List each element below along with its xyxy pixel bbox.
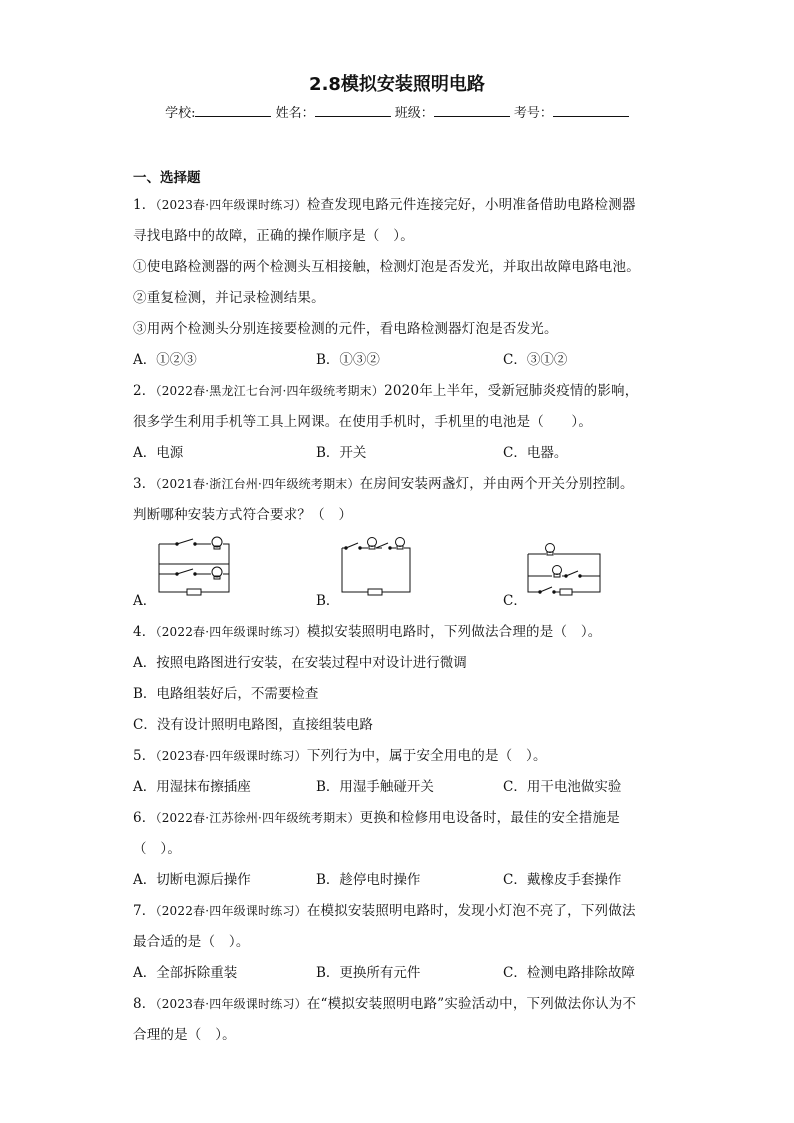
question-5-option-a[interactable]: A．用湿抹布擦插座 (133, 779, 251, 795)
question-7-option-b[interactable]: B．更换所有元件 (316, 965, 421, 981)
question-5-line-1: 5．（2023春·四年级课时练习）下列行为中，属于安全用电的是（ ）。 (133, 748, 547, 764)
question-6-option-b[interactable]: B．趁停电时操作 (316, 872, 421, 888)
question-6-line-1: 6．（2022春·江苏徐州·四年级统考期末）更换和检修用电设备时，最佳的安全措施是 (133, 810, 620, 826)
question-2-line-2: 很多学生利用手机等工具上网课。在使用手机时，手机里的电池是（ ）。 (133, 414, 593, 430)
question-5-option-b[interactable]: B．用湿手触碰开关 (316, 779, 434, 795)
circuit-diagram-c[interactable] (522, 536, 604, 600)
question-4-option-c[interactable]: C．没有设计照明电路图，直接组装电路 (133, 717, 373, 733)
section-title: 一、选择题 (133, 170, 201, 186)
question-4-line-1: 4．（2022春·四年级课时练习）模拟安装照明电路时，下列做法合理的是（ ）。 (133, 624, 602, 640)
question-3-line-1: 3．（2021春·浙江台州·四年级统考期末）在房间安装两盏灯，并由两个开关分别控制。 (133, 476, 634, 492)
question-6-option-a[interactable]: A．切断电源后操作 (133, 872, 251, 888)
question-1-line-2: 寻找电路中的故障，正确的操作顺序是（ ）。 (133, 228, 414, 244)
question-4-option-b[interactable]: B．电路组装好后，不需要检查 (133, 686, 319, 702)
question-3-option-c[interactable]: C． (503, 593, 527, 609)
number-blank[interactable] (553, 103, 629, 117)
name-blank[interactable] (315, 103, 391, 117)
page-title: 2.8模拟安装照明电路 (309, 74, 485, 95)
circuit-diagram-a[interactable] (155, 534, 237, 598)
question-6-option-c[interactable]: C．戴橡皮手套操作 (503, 872, 622, 888)
question-8-line-2: 合理的是（ ）。 (133, 1027, 236, 1043)
question-3-option-a[interactable]: A． (133, 593, 157, 609)
question-7-line-1: 7．（2022春·四年级课时练习）在模拟安装照明电路时，发现小灯泡不亮了，下列做法 (133, 903, 636, 919)
class-label: 班级： (394, 106, 434, 121)
question-2-line-1: 2．（2022春·黑龙江七台河·四年级统考期末）2020年上半年，受新冠肺炎疫情的影响， (133, 383, 639, 399)
question-3-line-2: 判断哪种安装方式符合要求？（ ） (133, 507, 353, 523)
question-4-option-a[interactable]: A．按照电路图进行安装，在安装过程中对设计进行微调 (133, 655, 467, 671)
question-2-option-c[interactable]: C．电器。 (503, 445, 568, 461)
question-2-option-b[interactable]: B．开关 (316, 445, 367, 461)
question-7-option-c[interactable]: C．检测电路排除故障 (503, 965, 635, 981)
class-blank[interactable] (434, 103, 510, 117)
number-label: 考号： (513, 106, 553, 121)
question-1-option-b[interactable]: B．①③② (316, 352, 380, 368)
question-1-option-a[interactable]: A．①②③ (133, 352, 197, 368)
school-blank[interactable] (195, 103, 271, 117)
student-info-line (0, 102, 794, 121)
question-7-option-a[interactable]: A．全部拆除重装 (133, 965, 238, 981)
question-6-line-2: （ ）。 (133, 841, 182, 857)
question-5-option-c[interactable]: C．用干电池做实验 (503, 779, 622, 795)
question-1-step-3: ③用两个检测头分别连接要检测的元件，看电路检测器灯泡是否发光。 (133, 321, 558, 337)
circuit-diagram-b[interactable] (338, 534, 418, 598)
question-7-line-2: 最合适的是（ ）。 (133, 934, 250, 950)
question-8-line-1: 8．（2023春·四年级课时练习）在“模拟安装照明电路”实验活动中，下列做法你认为不 (133, 996, 637, 1012)
name-label: 姓名： (275, 106, 315, 121)
question-1-step-2: ②重复检测，并记录检测结果。 (133, 290, 325, 306)
school-label: 学校: (165, 106, 196, 121)
question-2-option-a[interactable]: A．电源 (133, 445, 184, 461)
question-1-step-1: ①使电路检测器的两个检测头互相接触，检测灯泡是否发光，并取出故障电路电池。 (133, 259, 640, 275)
question-1-line-1: 1．（2023春·四年级课时练习）检查发现电路元件连接完好，小明准备借助电路检测器 (133, 197, 636, 213)
question-1-option-c[interactable]: C．③①② (503, 352, 568, 368)
question-3-option-b[interactable]: B． (316, 593, 340, 609)
